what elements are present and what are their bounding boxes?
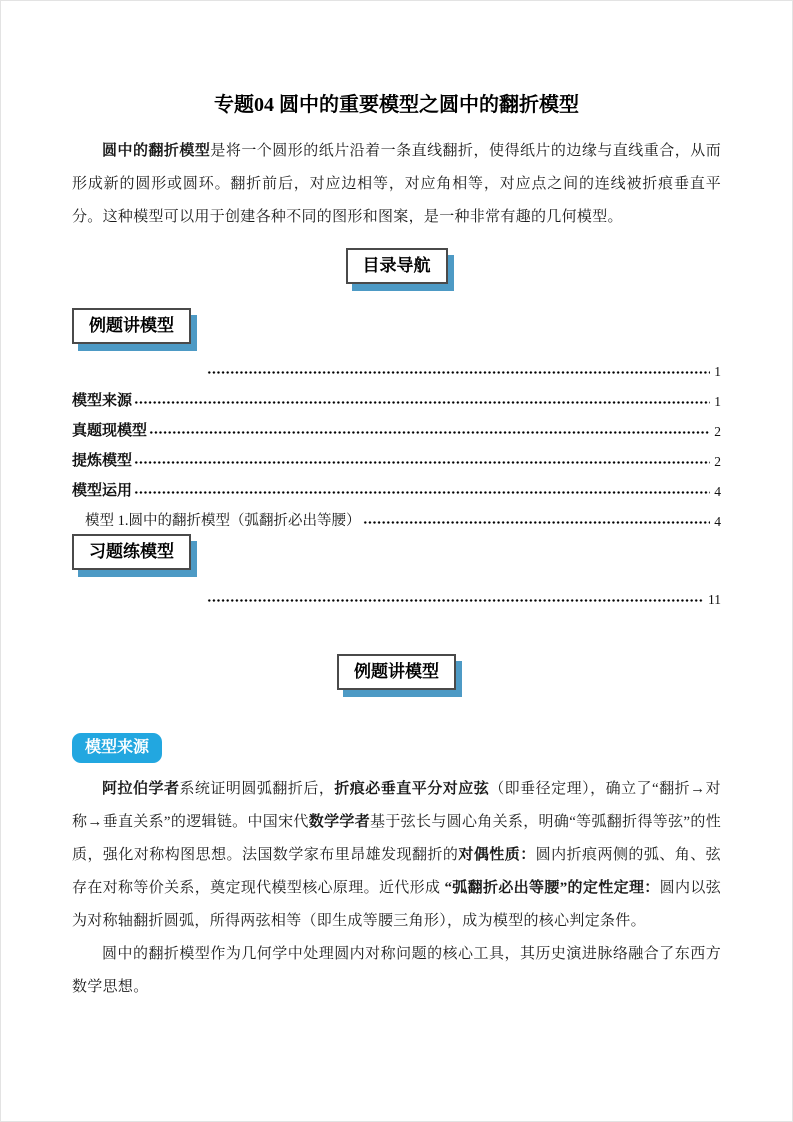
- history-run: 折痕必垂直平分对应弦: [334, 781, 490, 797]
- toc-entry-refine-model[interactable]: [72, 442, 721, 472]
- closing-paragraph: 圆中的翻折模型作为几何学中处理圆内对称问题的核心工具，其历史演进脉络融合了东西方数学思想。: [72, 946, 721, 995]
- toc-dot-leader: [207, 598, 704, 603]
- toc-nav-wrap: [72, 248, 721, 284]
- model-source-badge: 模型来源: [72, 733, 162, 763]
- toc-page-number: 1: [714, 364, 721, 379]
- history-paragraph: [72, 773, 721, 938]
- history-run: 圆内折痕两侧的弧、角、弦存在对称等价关系，奠定现代模型核心原理。近代形成: [72, 847, 721, 896]
- history-run: 数学学者: [308, 814, 371, 830]
- examples-section-box: 例题讲模型: [72, 308, 191, 344]
- model-source-badge-row: [72, 690, 721, 763]
- exercises-section-box: 习题练模型: [72, 534, 191, 570]
- toc-dot-leader: [363, 520, 711, 525]
- table-of-contents: [72, 352, 721, 532]
- toc-entry-model-1[interactable]: [72, 502, 721, 532]
- toc-entry-exercises[interactable]: [72, 580, 721, 610]
- toc-entry-label: 模型 1.圆中的翻折模型（弧翻折必出等腰）: [85, 513, 361, 529]
- intro-paragraph: [72, 135, 721, 234]
- intro-run-bold: 圆中的翻折模型: [102, 143, 211, 159]
- toc-page-number: 4: [714, 514, 721, 529]
- history-run: （即垂径定理），确立了“翻折→对称→垂直关系”的逻辑链。中国宋代: [72, 781, 721, 830]
- history-run: 圆内以弦为对称轴翻折圆弧，所得两弦相等（即生成等腰三角形），成为模型的核心判定条件。: [72, 880, 721, 929]
- history-run: 阿拉伯学者: [102, 781, 180, 797]
- exercises-section-box-wrap: [72, 534, 721, 570]
- toc-page-number: 4: [714, 484, 721, 499]
- intro-run-regular: 是将一个圆形的纸片沿着一条直线翻折，使得纸片的边缘与直线重合，从而形成新的圆形或圆环。翻折前后，对应边相等，对应角相等，对应点之间的连线被折痕垂直平分。这种模型可以用于创建各种不同的图形和图案，是一种非常有趣的几何模型。: [72, 143, 721, 225]
- history-run: 系统证明圆弧翻折后，: [179, 781, 335, 797]
- toc-page-number: 11: [708, 592, 721, 607]
- toc-nav-box: 目录导航: [346, 248, 448, 284]
- toc-page-number: 2: [714, 454, 721, 469]
- toc-page-number: 2: [714, 424, 721, 439]
- toc-entry-label: 模型运用: [72, 483, 133, 499]
- toc-dot-leader: [134, 490, 710, 495]
- toc-entry-examples[interactable]: [72, 352, 721, 382]
- document-body: [1, 1, 792, 1004]
- examples-heading-wrap: [72, 654, 721, 690]
- toc-entry-model-source[interactable]: [72, 382, 721, 412]
- toc-entry-label: 模型来源: [72, 393, 133, 409]
- toc-entry-real-exam[interactable]: [72, 412, 721, 442]
- history-run: 基于弦长与圆心角关系，明确“等弧翻折得等弦”的性质，强化对称构图思想。法国数学家布里昂雄发现翻折的: [72, 814, 721, 863]
- toc-dot-leader: [134, 400, 710, 405]
- toc-entry-label: 真题现模型: [72, 423, 148, 439]
- toc-dot-leader: [207, 370, 710, 375]
- toc-dot-leader: [134, 460, 710, 465]
- history-run: 对偶性质：: [458, 847, 536, 863]
- history-run: “弧翻折必出等腰”的定性定理：: [444, 880, 660, 896]
- examples-heading-box: 例题讲模型: [337, 654, 456, 690]
- examples-section-box-wrap: [72, 308, 721, 344]
- page-title: 专题04 圆中的重要模型之圆中的翻折模型: [214, 94, 579, 116]
- toc-entry-label: 提炼模型: [72, 453, 133, 469]
- toc-page-number: 1: [714, 394, 721, 409]
- toc-dot-leader: [149, 430, 710, 435]
- toc-entry-model-usage[interactable]: [72, 472, 721, 502]
